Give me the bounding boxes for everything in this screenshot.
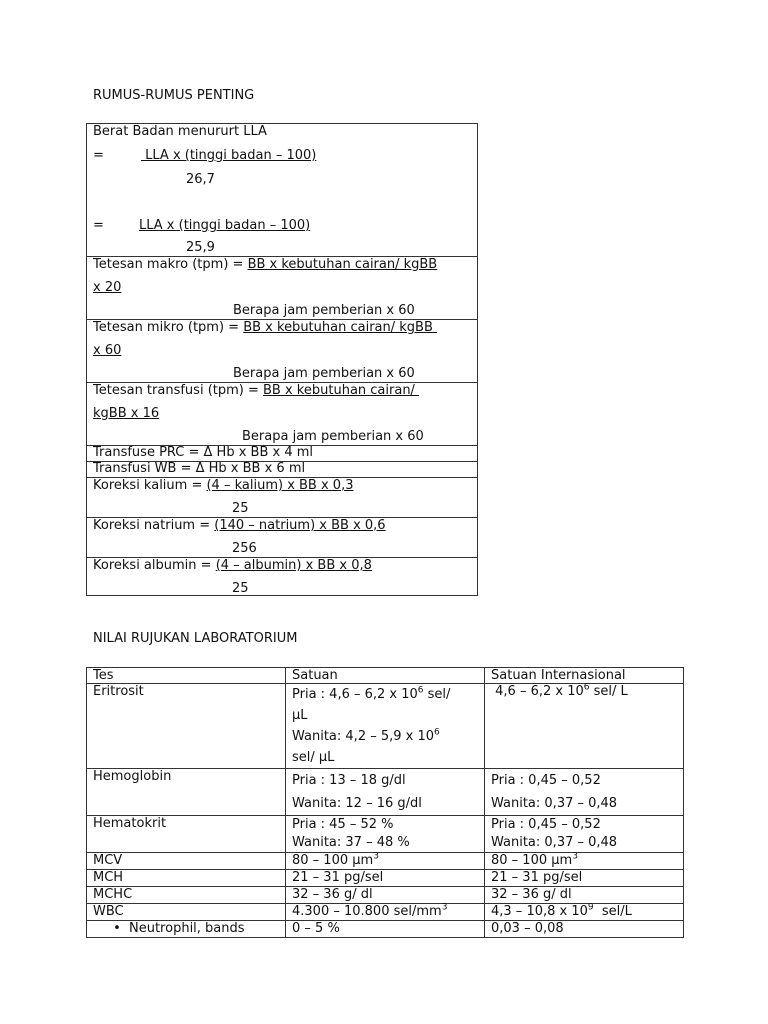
formula-koreksi-albumin xyxy=(87,557,477,595)
table-row xyxy=(87,921,684,938)
table-row xyxy=(87,887,684,904)
formula-lead: Tetesan transfusi (tpm) = xyxy=(93,383,264,398)
formula-numerator-cont: x 60 xyxy=(93,343,122,358)
formula-tetesan-mikro xyxy=(87,319,477,382)
formula-tetesan-transfusi xyxy=(87,382,477,445)
formula-lead: Koreksi albumin = xyxy=(93,558,216,573)
test-name: Hemoglobin xyxy=(87,769,286,816)
formula-denominator: 26,7 xyxy=(186,172,215,187)
test-name: • Neutrophil, bands xyxy=(87,921,286,938)
formula-numerator-cont: kgBB x 16 xyxy=(93,406,160,421)
table-row xyxy=(87,684,684,769)
test-name: Hematokrit xyxy=(87,816,286,853)
test-name: Eritrosit xyxy=(87,684,286,769)
formula-denominator: 25,9 xyxy=(186,240,215,255)
si-unit-cell: Pria : 0,45 – 0,52 Wanita: 0,37 – 0,48 xyxy=(485,816,684,853)
table-header-row xyxy=(87,668,684,684)
formula-tetesan-makro xyxy=(87,256,477,319)
unit-cell: 32 – 36 g/ dl xyxy=(286,887,485,904)
formula-berat-badan xyxy=(87,124,477,256)
equals-sign: = xyxy=(93,148,104,163)
table-row xyxy=(87,769,684,816)
formula-denominator: 256 xyxy=(232,541,257,556)
si-unit-cell: 80 – 100 µm$^3$ xyxy=(485,853,684,870)
column-header: Satuan xyxy=(286,668,485,684)
column-header: Satuan Internasional xyxy=(485,668,684,684)
formula-numerator: BB x kebutuhan cairan/ xyxy=(263,383,420,398)
formula-lead: Tetesan mikro (tpm) = xyxy=(93,320,244,335)
formula-denominator: Berapa jam pemberian x 60 xyxy=(242,429,424,444)
unit-cell: 0 – 5 % xyxy=(286,921,485,938)
section-title-lab: NILAI RUJUKAN LABORATORIUM xyxy=(93,631,298,646)
formula-table xyxy=(86,123,478,596)
unit-cell: Pria : 13 – 18 g/dl Wanita: 12 – 16 g/dl xyxy=(286,769,485,816)
lab-reference-table xyxy=(86,667,684,938)
formula-denominator: Berapa jam pemberian x 60 xyxy=(233,366,415,381)
table-row xyxy=(87,904,684,921)
test-name: MCH xyxy=(87,870,286,887)
unit-cell: 21 – 31 pg/sel xyxy=(286,870,485,887)
formula-lead: Tetesan makro (tpm) = xyxy=(93,257,248,272)
formula-numerator: BB x kebutuhan cairan/ kgBB xyxy=(247,257,438,272)
formula-koreksi-kalium xyxy=(87,477,477,517)
table-row xyxy=(87,853,684,870)
formula-numerator-cont: x 20 xyxy=(93,280,122,295)
formula-denominator: 25 xyxy=(232,581,249,596)
si-unit-cell: Pria : 0,45 – 0,52 Wanita: 0,37 – 0,48 xyxy=(485,769,684,816)
formula-text: Transfusi WB = Δ Hb x BB x 6 ml xyxy=(93,461,306,476)
formula-lead: Koreksi kalium = xyxy=(93,478,207,493)
formula-numerator: (140 – natrium) x BB x 0,6 xyxy=(214,518,386,533)
si-unit-cell: 32 – 36 g/ dl xyxy=(485,887,684,904)
formula-numerator: BB x kebutuhan cairan/ kgBB xyxy=(243,320,438,335)
table-row xyxy=(87,870,684,887)
formula-numerator: LLA x (tinggi badan – 100) xyxy=(139,218,311,233)
formula-lead: Koreksi natrium = xyxy=(93,518,215,533)
unit-cell: 4.300 – 10.800 sel/$mm^3$ xyxy=(286,904,485,921)
formula-numerator: (4 – albumin) x BB x 0,8 xyxy=(215,558,372,573)
section-title-formulas: RUMUS-RUMUS PENTING xyxy=(93,88,255,103)
formula-text: Transfuse PRC = Δ Hb x BB x 4 ml xyxy=(93,445,314,460)
unit-cell: 80 – 100 µm$^3$ xyxy=(286,853,485,870)
test-name: MCV xyxy=(87,853,286,870)
si-unit-cell: 21 – 31 pg/sel xyxy=(485,870,684,887)
formula-numerator: (4 – kalium) x BB x 0,3 xyxy=(206,478,354,493)
si-unit-cell: 4,3 – 10,8 x $10^9$ sel/L xyxy=(485,904,684,921)
column-header: Tes xyxy=(87,668,286,684)
formula-numerator: LLA x (tinggi badan – 100) xyxy=(141,148,317,163)
formula-denominator: Berapa jam pemberian x 60 xyxy=(233,303,415,318)
formula-transfuse-prc xyxy=(87,445,477,461)
test-name: WBC xyxy=(87,904,286,921)
formula-label: Berat Badan menururt LLA xyxy=(93,124,267,139)
formula-transfusi-wb xyxy=(87,461,477,477)
si-unit-cell: 0,03 – 0,08 xyxy=(485,921,684,938)
unit-cell: Pria : 4,6 – 6,2 x $10^6$ sel/ µL Wanita: 4,2 – 5,9 x $10^6$ sel/ µL xyxy=(286,684,485,769)
table-row xyxy=(87,816,684,853)
formula-denominator: 25 xyxy=(232,501,249,516)
formula-koreksi-natrium xyxy=(87,517,477,557)
unit-cell: Pria : 45 – 52 % Wanita: 37 – 48 % xyxy=(286,816,485,853)
equals-sign: = xyxy=(93,218,104,233)
si-unit-cell: 4,6 – 6,2 x $10^6$ sel/ L xyxy=(485,684,684,769)
bullet-icon: • xyxy=(113,921,121,936)
test-name: MCHC xyxy=(87,887,286,904)
